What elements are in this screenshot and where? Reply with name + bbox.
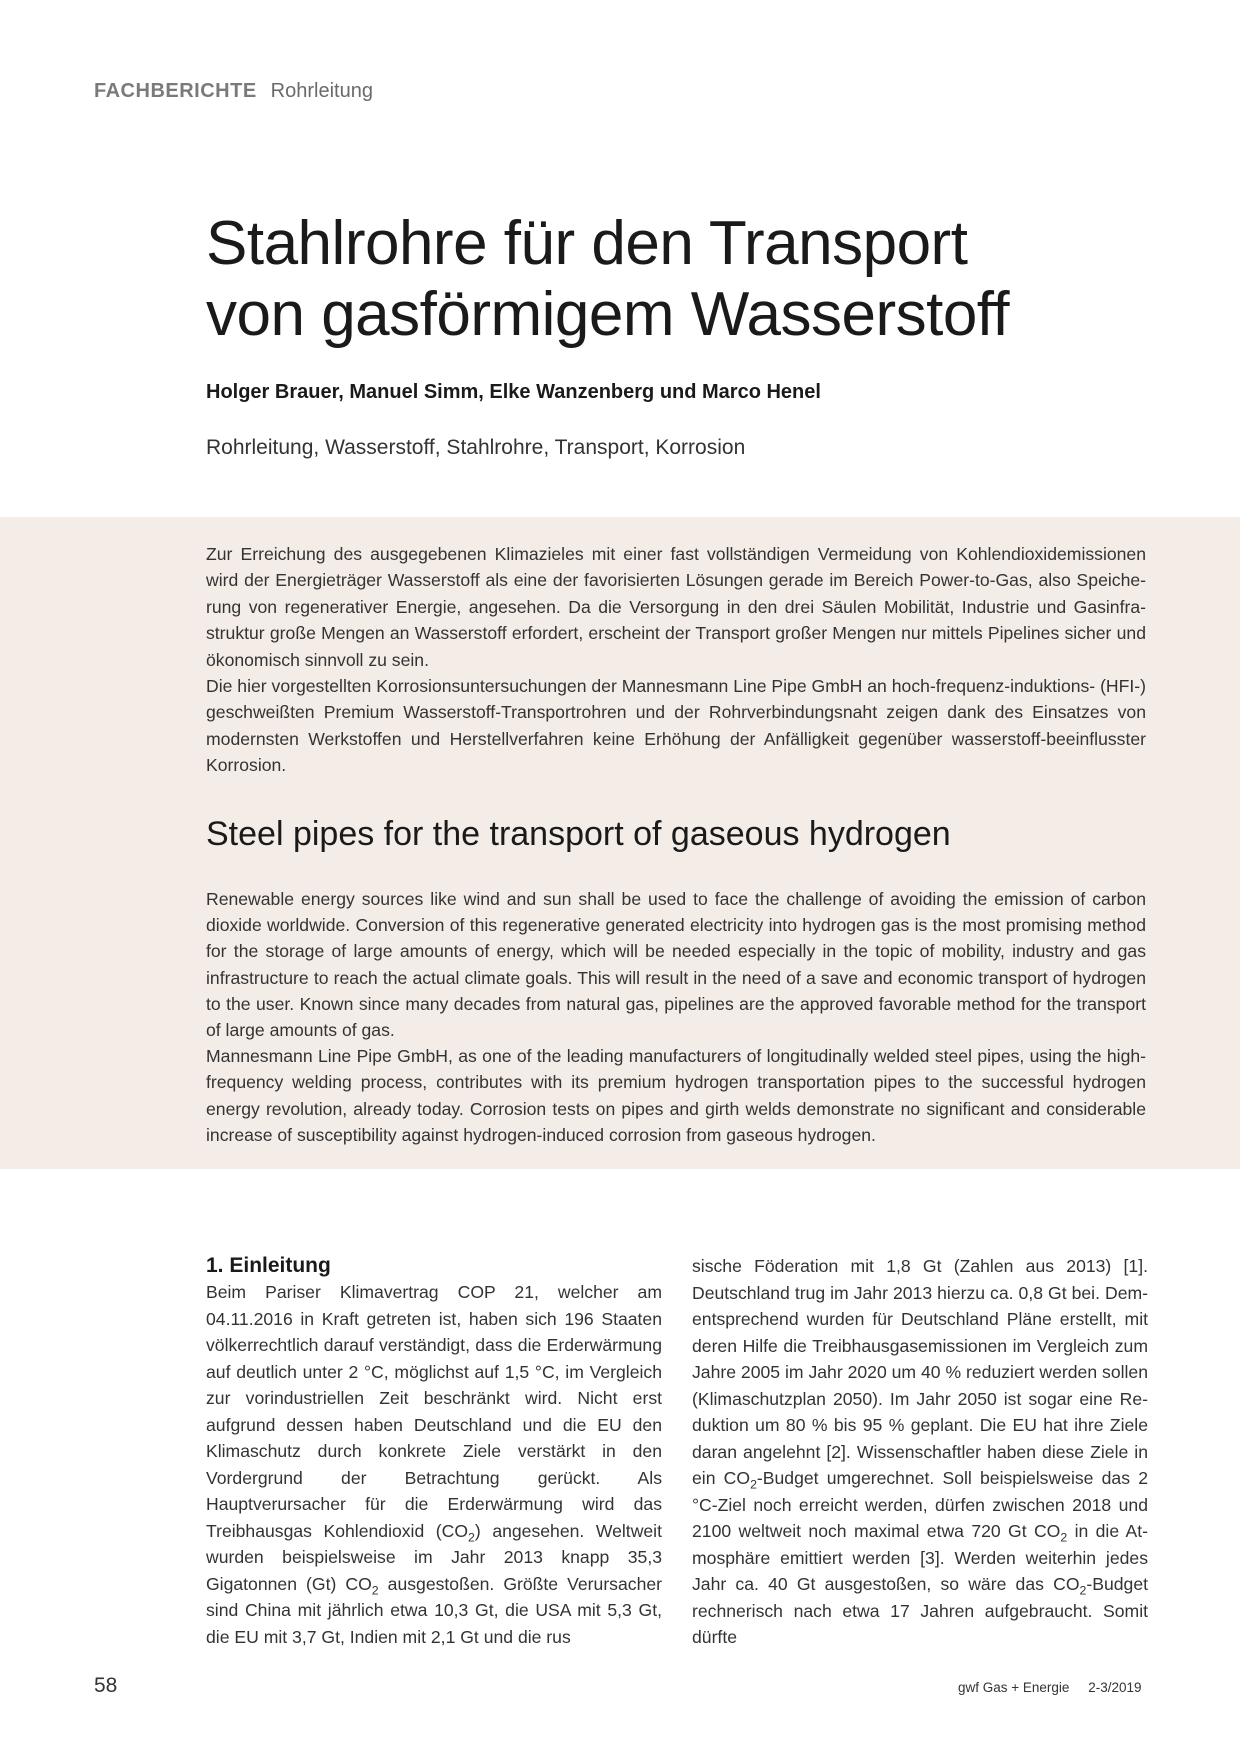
journal-issue: 2-3/2019 xyxy=(1088,1680,1142,1695)
article-title xyxy=(206,208,1166,350)
abstract-german-paragraph: Die hier vorgestellten Korrosionsuntersuchungen der Mannesmann Line Pipe GmbH an hoch-frequenz-induktions- (HFI-) geschweißten Premium Wasserstoff-Transportrohren und der Rohrverbindungsnaht zeigen dank des Einsatzes von modernsten Werkstoffen und Herstellverfahren keine Erhöhung der Anfälligkeit gegenüber wasserstoff-beeinflusster Korrosion. xyxy=(206,676,1146,776)
body-column-right xyxy=(692,1253,1148,1651)
body-paragraph: Beim Pariser Klimavertrag COP 21, welcher am 04.11.2016 in Kraft getreten ist, haben sich 196 Staaten völkerrechtlich darauf verständigt, dass die Erderwärmung auf deutlich unter 2 °C, möglichst auf 1,5 °C, im Vergleich zur vorindustriellen Zeit beschränkt wird. Nicht erst aufgrund dessen haben Deutschland und die EU den Klimaschutz durch konkrete Ziele verstärkt in den Vordergrund der Betrachtung gerückt. Als Hauptverursacher für die Erderwärmung wird das Treibhausgas Kohlendioxid $(CO_2)$ angesehen. Weltweit wurden beispielsweise im Jahr 2013 knapp 35,3 Gigatonnen (Gt) $CO_2$ ausgestoßen. Größte Verursacher sind China mit jährlich etwa 10,3 Gt, die USA mit 5,3 Gt, die EU mit 3,7 Gt, Indien mit 2,1 Gt und die rus xyxy=(206,1282,662,1647)
abstract-german-paragraph: Zur Erreichung des ausgegebenen Klimazieles mit einer fast vollständigen Vermeidung von Kohlendioxidemissionen wird der Energieträger Wasserstoff als eine der favorisierten Lösungen gerade im Bereich Power-to-Gas, also Speicherung von regenerativer Energie, angesehen. Da die Versorgung in den drei Säulen Mobilität, Industrie und Gasinfrastruktur große Mengen an Wasserstoff erfordert, erscheint der Transport großer Mengen nur mittels Pipelines sicher und ökonomisch sinnvoll zu sein. xyxy=(206,544,1146,670)
journal-footer xyxy=(958,1680,1142,1695)
authors: Holger Brauer, Manuel Simm, Elke Wanzenberg und Marco Henel xyxy=(206,381,821,403)
section-label: FACHBERICHTE xyxy=(94,80,257,102)
page-number: 58 xyxy=(94,1674,118,1697)
title-line-2: von gasförmigem Wasserstoff xyxy=(206,280,1010,349)
abstract-english xyxy=(206,886,1146,1148)
running-header xyxy=(94,80,373,103)
journal-name: gwf Gas + Energie xyxy=(958,1680,1070,1695)
section-heading: 1. Einleitung xyxy=(206,1254,331,1277)
body-paragraph: sische Föderation mit 1,8 Gt (Zahlen aus 2013) [1]. Deutschland trug im Jahr 2013 hierzu ca. 0,8 Gt bei. Dementsprechend wurden für Deutschland Pläne erstellt, mit deren Hilfe die Treibhausgasemissionen im Vergleich zum Jahre 2005 im Jahr 2020 um 40 % reduziert werden sollen (Klimaschutzplan 2050). Im Jahr 2050 ist sogar eine Reduktion um 80 % bis 95 % geplant. Die EU hat ihre Ziele daran angelehnt [2]. Wissenschaftler haben diese Ziele in ein $CO_2$-Budget umgerechnet. Soll beispielsweise das 2 °C-Ziel noch erreicht werden, dürfen zwischen 2018 und 2100 weltweit noch maximal etwa 720 Gt $CO_2$ in die Atmosphäre emittiert werden [3]. Werden weiterhin jedes Jahr ca. 40 Gt ausgestoßen, so wäre das $CO_2$-Budget rechnerisch nach etwa 17 Jahren aufgebraucht. Somit dürfte xyxy=(692,1256,1148,1647)
keywords: Rohrleitung, Wasserstoff, Stahlrohre, Transport, Korrosion xyxy=(206,436,746,459)
body-column-left xyxy=(206,1253,662,1650)
abstract-english-paragraph: Renewable energy sources like wind and sun shall be used to face the challenge of avoiding the emission of carbon dioxide worldwide. Conversion of this regenerative generated electricity into hydrogen gas is the most promising method for the storage of large amounts of energy, which will be needed especially in the topic of mobility, industry and gas infrastructure to reach the actual climate goals. This will result in the need of a save and economic transport of hydrogen to the user. Known since many decades from natural gas, pipelines are the approved favorable method for the transport of large amounts of gas. xyxy=(206,889,1146,1041)
english-title: Steel pipes for the transport of gaseous hydrogen xyxy=(206,815,951,853)
topic-label: Rohrleitung xyxy=(270,80,373,102)
abstract-german xyxy=(206,541,1146,779)
abstract-english-paragraph: Mannesmann Line Pipe GmbH, as one of the leading manufacturers of longitudinally welded steel pipes, using the high-frequency welding process, contributes with its premium hydrogen transportation pipes to the successful hydrogen energy revolution, already today. Corrosion tests on pipes and girth welds demonstrate no significant and considerable increase of susceptibility against hydrogen-induced corrosion from gaseous hydrogen. xyxy=(206,1046,1146,1145)
title-line-1: Stahlrohre für den Transport xyxy=(206,209,968,278)
